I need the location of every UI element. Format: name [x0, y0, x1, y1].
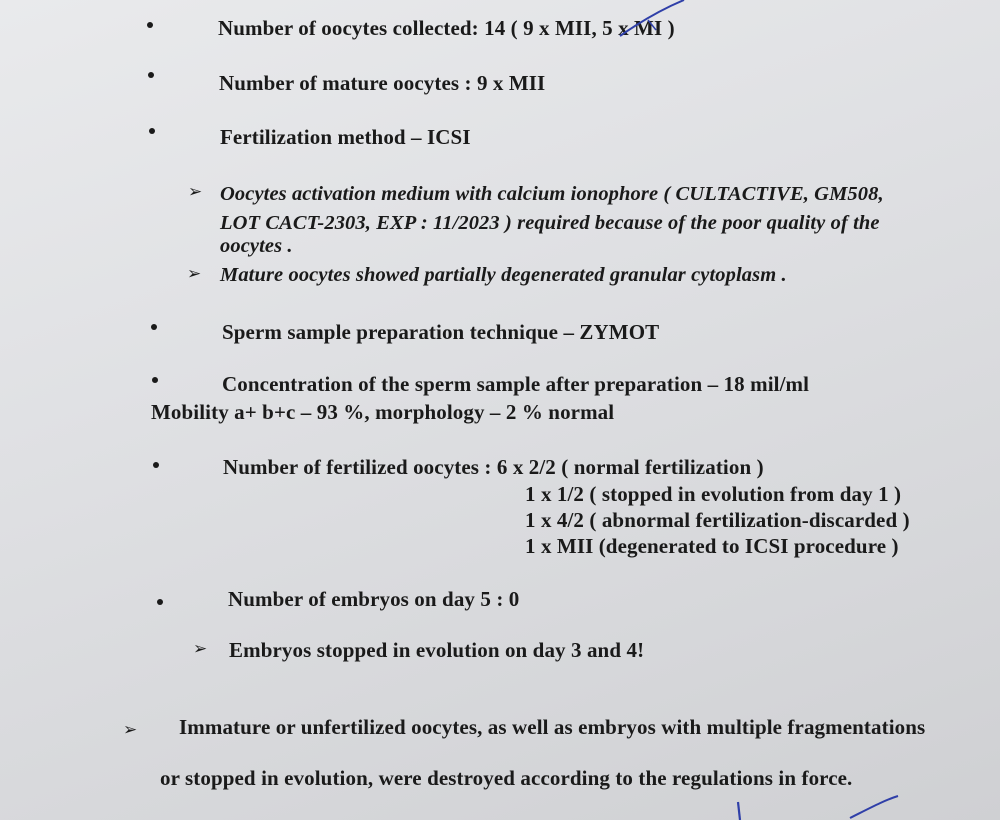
activation-medium-line-3: oocytes .: [220, 235, 293, 257]
bullet-icon: [157, 599, 163, 605]
sperm-concentration-line: Concentration of the sperm sample after preparation – 18 mil/ml: [222, 372, 810, 396]
arrowhead-right-icon: ➢: [188, 182, 203, 202]
degenerated-cytoplasm-line: Mature oocytes showed partially degenerated granular cytoplasm .: [220, 264, 787, 286]
sperm-preparation-line: Sperm sample preparation technique – ZYMOT: [222, 320, 660, 344]
embryos-stopped-line: Embryos stopped in evolution on day 3 and 4!: [229, 638, 645, 662]
activation-medium-line-2: LOT CACT-2303, EXP : 11/2023 ) required because of the poor quality of the: [220, 212, 880, 234]
bullet-icon: [149, 128, 155, 134]
arrowhead-right-icon: ➢: [193, 639, 208, 659]
disposal-statement-line-1: Immature or unfertilized oocytes, as well as embryos with multiple fragmentations: [179, 715, 926, 739]
arrowhead-right-icon: ➢: [123, 720, 138, 740]
fertilized-oocytes-continuation: 1 x MII (degenerated to ICSI procedure ): [525, 534, 899, 558]
bullet-icon: [147, 22, 153, 28]
bullet-icon: [153, 462, 159, 468]
activation-medium-line-1: Oocytes activation medium with calcium ionophore ( CULTACTIVE, GM508,: [220, 183, 884, 205]
arrowhead-right-icon: ➢: [187, 264, 202, 284]
bullet-icon: [148, 72, 154, 78]
fertilized-oocytes-continuation: 1 x 1/2 ( stopped in evolution from day 1 ): [525, 482, 902, 506]
fertilization-method-line: Fertilization method – ICSI: [220, 125, 471, 149]
mature-oocytes-line: Number of mature oocytes : 9 x MII: [219, 71, 546, 95]
bullet-icon: [151, 324, 157, 330]
bullet-icon: [152, 377, 158, 383]
disposal-statement-line-2: or stopped in evolution, were destroyed according to the regulations in force.: [160, 766, 853, 790]
oocytes-collected-line: Number of oocytes collected: 14 ( 9 x MII, 5 x MI ): [218, 16, 675, 40]
fertilized-oocytes-line: Number of fertilized oocytes : 6 x 2/2 ( normal fertilization ): [223, 455, 764, 479]
embryos-day5-line: Number of embryos on day 5 : 0: [228, 587, 520, 611]
fertilized-oocytes-continuation: 1 x 4/2 ( abnormal fertilization-discarded ): [525, 508, 910, 532]
sperm-mobility-line: Mobility a+ b+c – 93 %, morphology – 2 % normal: [151, 400, 615, 424]
